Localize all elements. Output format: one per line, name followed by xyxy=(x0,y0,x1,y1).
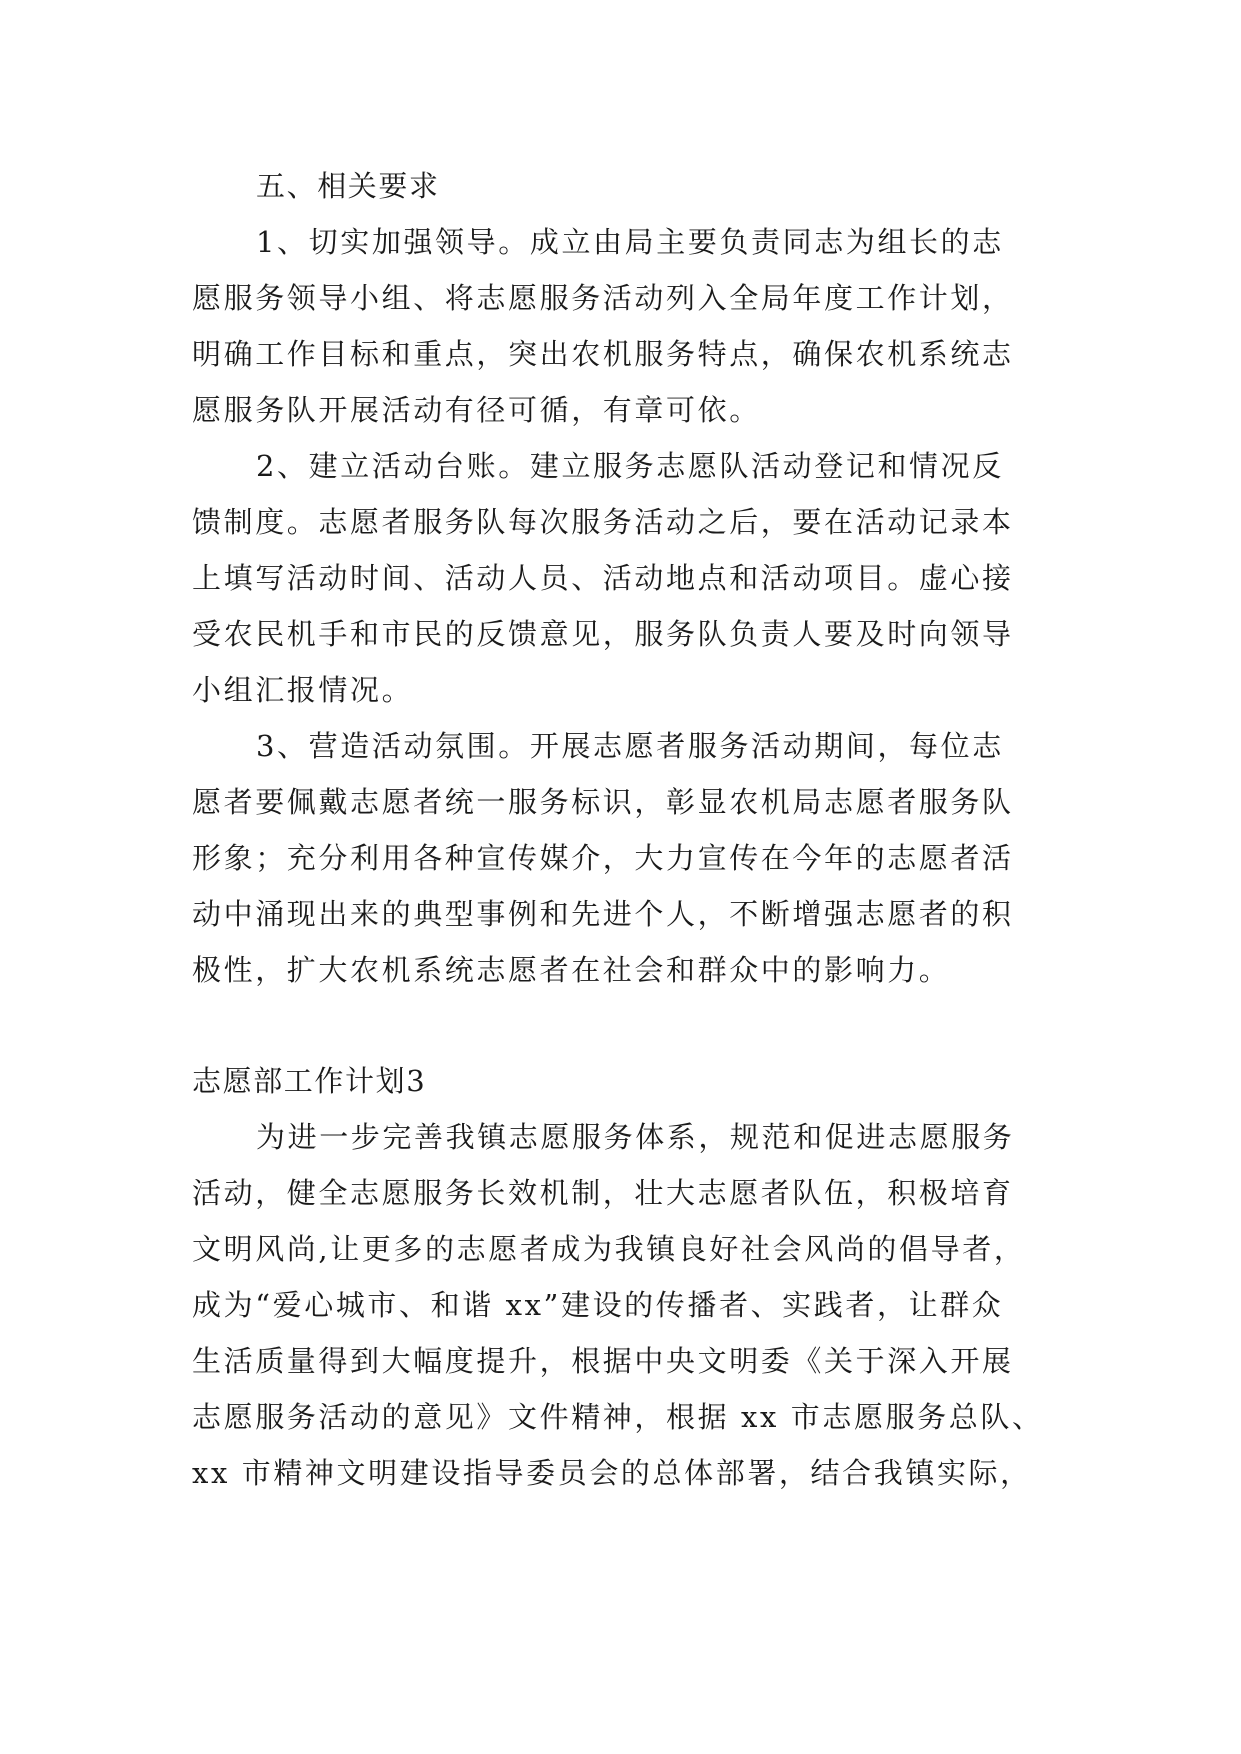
paragraph-line: 活动，健全志愿服务长效机制，壮大志愿者队伍，积极培育 xyxy=(192,1176,1014,1210)
paragraph-line: 愿者要佩戴志愿者统一服务标识，彰显农机局志愿者服务队 xyxy=(192,785,1014,819)
paragraph-line: 动中涌现出来的典型事例和先进个人，不断增强志愿者的积 xyxy=(192,897,1014,931)
paragraph-line: 3、营造活动氛围。开展志愿者服务活动期间，每位志 xyxy=(256,729,1004,763)
paragraph-line: 文明风尚,让更多的志愿者成为我镇良好社会风尚的倡导者， xyxy=(192,1232,1026,1266)
paragraph-line: 馈制度。志愿者服务队每次服务活动之后，要在活动记录本 xyxy=(192,505,1014,539)
paragraph-line: 明确工作目标和重点，突出农机服务特点，确保农机系统志 xyxy=(192,337,1014,371)
paragraph-line: 受农民机手和市民的反馈意见，服务队负责人要及时向领导 xyxy=(192,617,1014,651)
paragraph-line: 小组汇报情况。 xyxy=(192,673,414,707)
paragraph-line: 上填写活动时间、活动人员、活动地点和活动项目。虚心接 xyxy=(192,561,1014,595)
paragraph-line: 为进一步完善我镇志愿服务体系，规范和促进志愿服务 xyxy=(256,1120,1015,1154)
paragraph-line: 1、切实加强领导。成立由局主要负责同志为组长的志 xyxy=(256,225,1004,259)
paragraph-line: 形象；充分利用各种宣传媒介，大力宣传在今年的志愿者活 xyxy=(192,841,1014,875)
paragraph-line: 成为“爱心城市、和谐 xx”建设的传播者、实践者，让群众 xyxy=(192,1288,1004,1322)
paragraph-line: 2、建立活动台账。建立服务志愿队活动登记和情况反 xyxy=(256,449,1004,483)
paragraph-line: 愿服务领导小组、将志愿服务活动列入全局年度工作计划， xyxy=(192,281,1014,315)
paragraph-line: 志愿服务活动的意见》文件精神，根据 xx 市志愿服务总队、 xyxy=(192,1400,1044,1434)
section-title: 志愿部工作计划3 xyxy=(192,1064,427,1098)
paragraph-line: 愿服务队开展活动有径可循，有章可依。 xyxy=(192,393,761,427)
section-heading: 五、相关要求 xyxy=(256,169,440,203)
paragraph-line: 极性，扩大农机系统志愿者在社会和群众中的影响力。 xyxy=(192,953,951,987)
paragraph-line: 生活质量得到大幅度提升，根据中央文明委《关于深入开展 xyxy=(192,1344,1014,1378)
paragraph-line: xx 市精神文明建设指导委员会的总体部署，结合我镇实际， xyxy=(192,1456,1032,1490)
